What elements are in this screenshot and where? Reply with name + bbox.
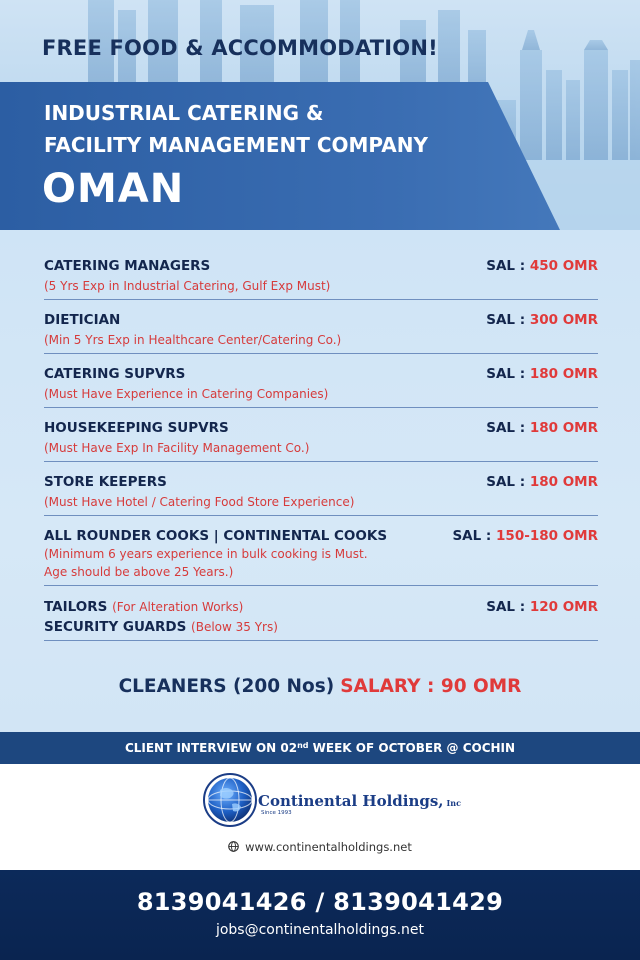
- phone-numbers[interactable]: 8139041426 / 8139041429: [136, 888, 504, 916]
- job-requirement-line-2: Age should be above 25 Years.): [44, 565, 234, 579]
- job-row: [44, 312, 598, 354]
- country-title: OMAN: [42, 166, 185, 212]
- job-salary: SAL : 180 OMR: [486, 420, 598, 436]
- job-title-security: SECURITY GUARDS (Below 35 Yrs): [44, 619, 278, 635]
- contact-footer: [0, 870, 640, 960]
- job-title: DIETICIAN: [44, 312, 121, 328]
- job-title: HOUSEKEEPING SUPVRS: [44, 420, 229, 436]
- job-requirement: (Min 5 Yrs Exp in Healthcare Center/Catering Co.): [44, 333, 342, 347]
- job-row: [44, 366, 598, 408]
- brand-name: Continental Holdings, Inc: [258, 792, 461, 810]
- cleaners-salary: SALARY : 90 OMR: [340, 676, 522, 697]
- job-requirement: (5 Yrs Exp in Industrial Catering, Gulf Exp Must): [44, 279, 331, 293]
- job-title: CATERING MANAGERS: [44, 258, 211, 274]
- job-requirement: (Must Have Hotel / Catering Food Store Experience): [44, 495, 355, 509]
- company-type: [44, 97, 428, 161]
- company-line-2: FACILITY MANAGEMENT COMPANY: [44, 133, 428, 157]
- job-row: [44, 599, 598, 641]
- website-link[interactable]: www.continentalholdings.net: [245, 840, 412, 854]
- job-row: [44, 420, 598, 462]
- job-title: STORE KEEPERS: [44, 474, 167, 490]
- hero-banner: [0, 0, 640, 230]
- job-title: ALL ROUNDER COOKS | CONTINENTAL COOKS: [44, 528, 388, 544]
- job-title-note: (For Alteration Works): [112, 600, 244, 614]
- globe-logo-icon: [202, 772, 258, 828]
- interview-banner: CLIENT INTERVIEW ON 02nd WEEK OF OCTOBER @ COCHIN: [0, 732, 640, 764]
- job-title: CATERING SUPVRS: [44, 366, 186, 382]
- job-row: [44, 258, 598, 300]
- cleaners-label: CLEANERS (200 Nos): [118, 676, 335, 697]
- job-requirement-line-1: (Minimum 6 years experience in bulk cooking is Must.: [44, 547, 368, 561]
- contact-email[interactable]: jobs@continentalholdings.net: [215, 922, 425, 938]
- job-salary: SAL : 150-180 OMR: [452, 528, 598, 544]
- job-listing: [0, 230, 640, 732]
- job-requirement: (Must Have Exp In Facility Management Co.): [44, 441, 310, 455]
- job-requirement: (Must Have Experience in Catering Companies): [44, 387, 329, 401]
- company-line-1: INDUSTRIAL CATERING &: [44, 101, 324, 125]
- job-row: [44, 474, 598, 516]
- job-title-note: (Below 35 Yrs): [191, 620, 278, 634]
- cleaners-offer: [0, 676, 640, 697]
- job-row: [44, 528, 598, 586]
- job-requirement: [44, 545, 368, 581]
- job-title-tailors: TAILORS (For Alteration Works): [44, 599, 244, 615]
- globe-web-icon: [228, 841, 239, 852]
- job-salary: SAL : 180 OMR: [486, 474, 598, 490]
- headline-free-food: FREE FOOD & ACCOMMODATION!: [42, 36, 438, 60]
- website[interactable]: [0, 840, 640, 854]
- brand-since: Since 1993: [261, 810, 292, 816]
- job-salary: SAL : 180 OMR: [486, 366, 598, 382]
- company-logo-area: [0, 764, 640, 870]
- job-salary: SAL : 120 OMR: [486, 599, 598, 615]
- job-salary: SAL : 300 OMR: [486, 312, 598, 328]
- job-salary: SAL : 450 OMR: [486, 258, 598, 274]
